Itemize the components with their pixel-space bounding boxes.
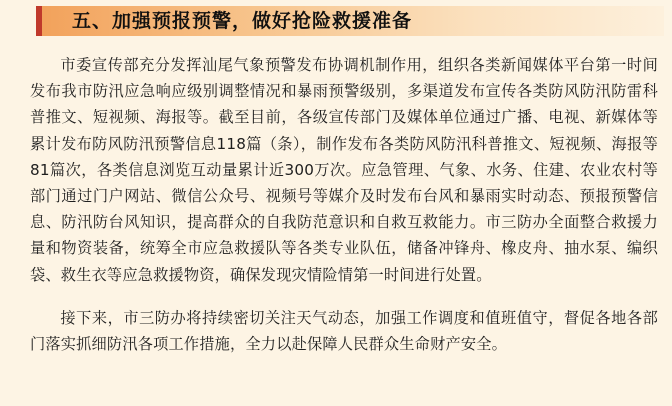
article-paragraph-1: 市委宣传部充分发挥汕尾气象预警发布协调机制作用，组织各类新闻媒体平台第一时间发布我市防汛应急响应级别调整情况和暴雨预警级别，多渠道发布宣传各类防风防汛防雷科普推文、短视频、海报等。截至目前，各级宣传部门及媒体单位通过广播、电视、新媒体等累计发布防风防汛预警信息118篇（条），制作发布各类防风防汛科普推文、短视频、海报等81篇次，各类信息浏览互动量累计近300万次。应急管理、气象、水务、住建、农业农村等部门通过门户网站、微信公众号、视频号等媒介及时发布台风和暴雨实时动态、预报预警信息、防汛防台风知识，提高群众的自我防范意识和自救互救能力。市三防办全面整合救援力量和物资装备，统筹全市应急救援队等各类专业队伍，储备冲锋舟、橡皮舟、抽水泵、编织袋、救生衣等应急救援物资，确保发现灾情险情第一时间进行处置。 bbox=[30, 56, 658, 284]
article-paragraph-2: 接下来，市三防办将持续密切关注天气动态，加强工作调度和值班值守，督促各地各部门落实抓细防汛各项工作措施，全力以赴保障人民群众生命财产安全。 bbox=[30, 308, 658, 354]
section-title: 五、加强预报预警，做好抢险救援准备 bbox=[72, 10, 413, 32]
article-body bbox=[30, 52, 658, 357]
section-accent-bar bbox=[36, 6, 42, 36]
section-header bbox=[36, 6, 664, 36]
